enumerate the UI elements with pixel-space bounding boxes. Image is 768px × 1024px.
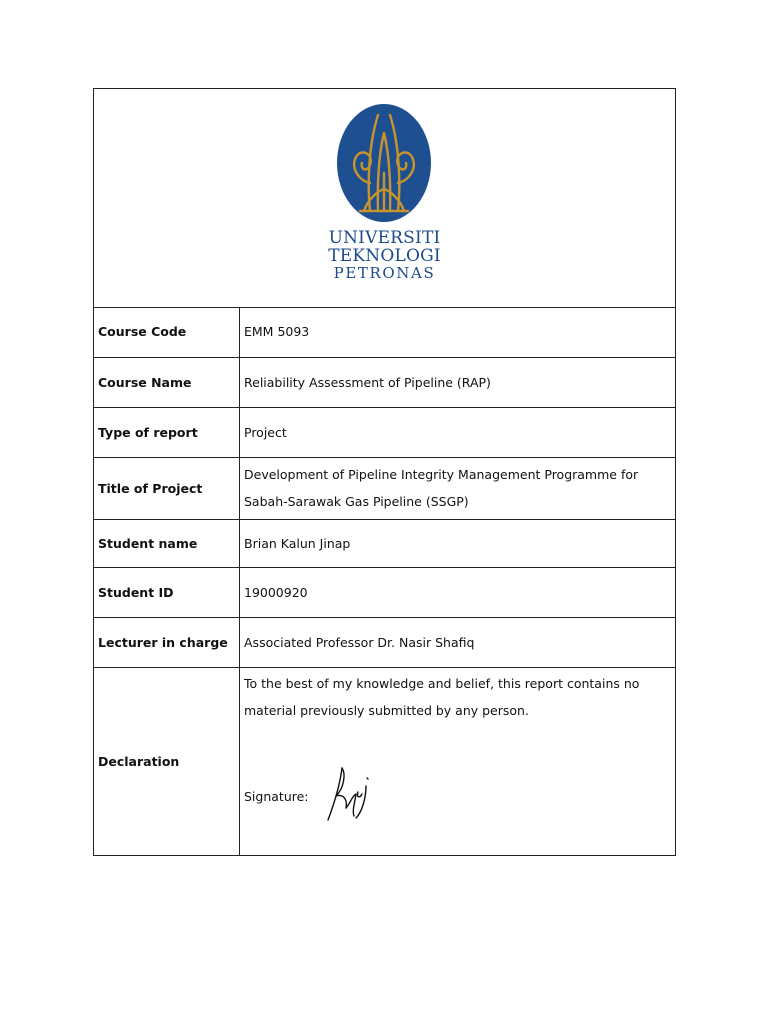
report-type-value: Project	[240, 407, 676, 457]
table-row	[94, 307, 675, 357]
table-row	[94, 407, 675, 457]
course-code-label: Course Code	[94, 307, 240, 357]
logo-text-teknologi: TEKNOLOGI	[328, 246, 441, 266]
course-name-label: Course Name	[94, 357, 240, 407]
project-title-label: Title of Project	[94, 457, 240, 519]
lecturer-label: Lecturer in charge	[94, 617, 240, 667]
student-name-value: Brian Kalun Jinap	[240, 519, 676, 567]
university-logo-area	[94, 89, 675, 308]
student-id-label: Student ID	[94, 567, 240, 617]
report-type-label: Type of report	[94, 407, 240, 457]
table-row	[94, 617, 675, 667]
student-name-label: Student name	[94, 519, 240, 567]
cover-sheet	[93, 88, 676, 856]
course-code-value: EMM 5093	[244, 324, 310, 340]
course-name-value: Reliability Assessment of Pipeline (RAP)	[240, 357, 676, 407]
logo-text-petronas: PETRONAS	[333, 264, 436, 282]
utp-emblem-icon	[334, 103, 434, 225]
table-row	[94, 519, 675, 567]
project-title-value: Development of Pipeline Integrity Management Programme for Sabah-Sarawak Gas Pipeline (SSGP)	[240, 457, 676, 519]
table-row	[94, 357, 675, 407]
student-id-value: 19000920	[240, 567, 676, 617]
declaration-text: To the best of my knowledge and belief, this report contains no material previously submitted by any person.	[244, 675, 640, 718]
table-row	[94, 457, 675, 519]
declaration-cell	[240, 667, 676, 855]
signature-label: Signature:	[244, 788, 309, 804]
handwritten-signature	[322, 764, 382, 826]
signature-row	[244, 764, 671, 828]
report-info-table	[94, 307, 675, 855]
table-row	[94, 667, 675, 855]
logo-text-universiti: UNIVERSITI	[328, 228, 441, 248]
lecturer-value: Associated Professor Dr. Nasir Shafiq	[240, 617, 676, 667]
table-row	[94, 567, 675, 617]
declaration-label: Declaration	[94, 667, 240, 855]
